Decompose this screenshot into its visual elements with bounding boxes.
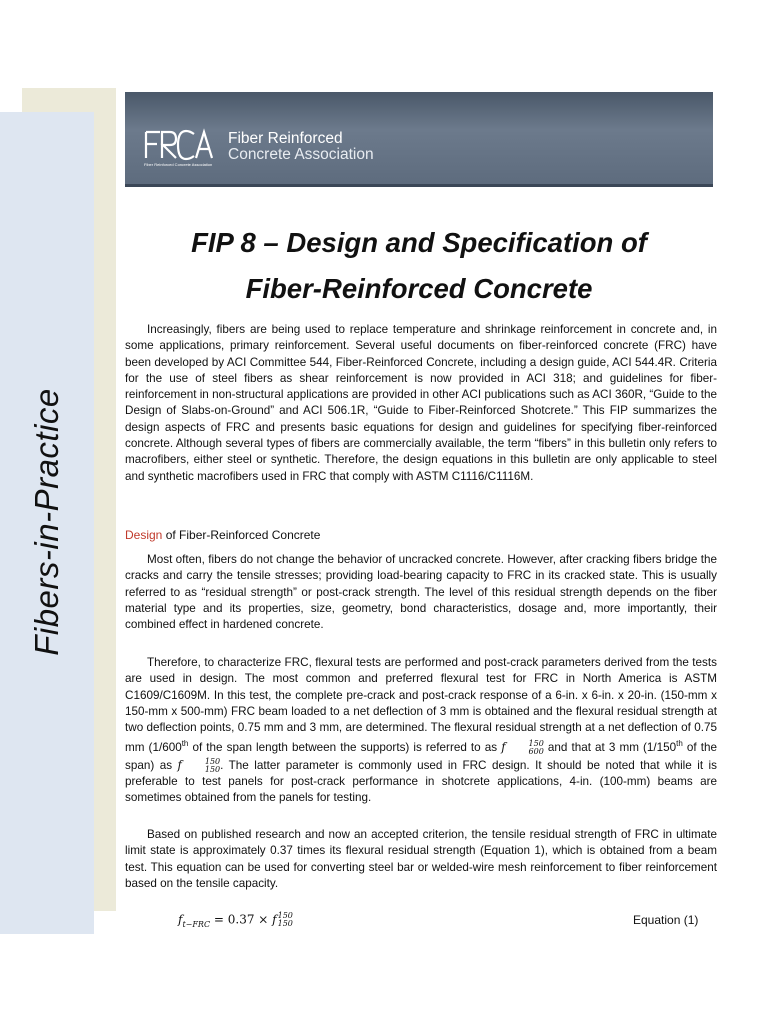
equation-lhs: f bbox=[178, 912, 183, 927]
sidebar-title-wrap bbox=[0, 112, 94, 934]
para2-sup1: th bbox=[181, 739, 189, 749]
testing-paragraph bbox=[125, 655, 717, 807]
symbol-f600-top: 150 bbox=[528, 739, 544, 749]
section-heading-rest: of Fiber-Reinforced Concrete bbox=[162, 528, 321, 542]
equation-rhs: f bbox=[272, 912, 277, 927]
symbol-f150-top: 150 bbox=[204, 756, 221, 766]
para2-c: and that at 3 mm (1/150 bbox=[543, 741, 677, 755]
frca-logo bbox=[142, 128, 216, 168]
section-heading-design: Design bbox=[125, 528, 163, 542]
equation-rhs-top: 150 bbox=[277, 911, 293, 920]
para2-sup2: th bbox=[676, 739, 683, 749]
title-line-2: Fiber-Reinforced Concrete bbox=[245, 273, 593, 304]
para2-e: . The latter parameter is commonly used in FRC design. It should be noted that while it is preferable to test panels for post-crack performance in shotcrete applications, 4-in. (100-mm) beams are sometimes obtained from the panels for testing. bbox=[125, 758, 717, 805]
symbol-f600 bbox=[501, 739, 544, 757]
para3-block bbox=[125, 827, 717, 892]
intro-paragraph-block bbox=[125, 322, 717, 485]
para2-d: of the span) as bbox=[125, 741, 717, 772]
tensile-paragraph: Based on published research and now an accepted criterion, the tensile residual strength of FRC in ultimate limit state is approximately 0.37 times its flexural residual strength (Equation 1), which is obtained from a beam test. This equation can be used for converting steel bar or welded-wire mesh reinforcement to fiber reinforcement based on the tensile capacity. bbox=[125, 828, 717, 890]
symbol-f600-bottom: 600 bbox=[528, 747, 544, 757]
equation-rhs-bottom: 150 bbox=[277, 919, 293, 928]
symbol-f150 bbox=[178, 758, 221, 772]
symbol-f600-f: f bbox=[501, 740, 506, 755]
equation-mid: = 0.37 × bbox=[210, 912, 273, 927]
behavior-paragraph: Most often, fibers do not change the behavior of uncracked concrete. However, after cracking fibers bridge the cracks and carry the tensile stresses; providing load-bearing capacity to FRC in its cracked state. This is usually referred to as “residual strength” or post-crack strength. The level of this residual strength depends on the fiber material type and its properties, size, geometry, bond characteristics, dosage and, more importantly, their combined effect in hardened concrete. bbox=[125, 553, 717, 632]
document-title bbox=[125, 220, 713, 312]
para2-block bbox=[125, 655, 717, 807]
para2-a: Therefore, to characterize FRC, flexural tests are performed and post-crack parameters derived from the tests are used in design. The most common and preferred flexural test for FRC in North America is ASTM C1609/C1609M. In this test, the complete pre-crack and post-crack response of a 6-in. x 6-in. x 20-in. (150-mm x 150-mm x 500-mm) FRC beam loaded to a net deflection of 3 mm is obtained and the flexural residual strength at two deflection points, 0.75 mm and 3 mm, are determined. The flexural residual strength at a net deflection of 0.75 mm (1/600 bbox=[125, 656, 717, 755]
equation-1 bbox=[178, 912, 293, 929]
sidebar-vertical-title: Fibers-in-Practice bbox=[28, 388, 65, 656]
para2-b: of the span length between the supports) is referred to as bbox=[188, 741, 502, 755]
para1-block bbox=[125, 552, 717, 633]
intro-paragraph: Increasingly, fibers are being used to replace temperature and shrinkage reinforcement in concrete and, in some applications, primary reinforcement. Several useful documents on fiber-reinforced concrete (FRC) have been developed by ACI Committee 544, Fiber-Reinforced Concrete, including a design guide, ACI 544.4R. Criteria for the use of steel fibers as shear reinforcement is now provided in ACI 318; and guidelines for fiber-reinforcement in non-structural applications are provided in other ACI publications such as ACI 360R, “Guide to the Design of Slabs-on-Ground” and ACI 506.1R, “Guide to Fiber-Reinforced Shotcrete.” This FIP summarizes the design aspects of FRC and presents basic equations for design and guidelines for specifying fiber-reinforced concrete. Although several types of fibers are commercially available, the term “fibers” in this bulletin only refers to macrofibers, either steel or synthetic. Therefore, the design equations in this bulletin are only applicable to steel and synthetic macrofibers used in FRC that comply with ASTM C1116/C1116M. bbox=[125, 323, 717, 483]
banner-divider bbox=[125, 184, 713, 187]
equation-label: Equation (1) bbox=[633, 913, 699, 927]
equation-lhs-sub: t−FRC bbox=[182, 919, 211, 929]
symbol-f150-bottom: 150 bbox=[204, 764, 221, 774]
section-heading bbox=[125, 528, 320, 542]
org-name bbox=[228, 131, 374, 163]
org-name-line2: Concrete Association bbox=[228, 146, 374, 163]
title-line-1: FIP 8 – Design and Specification of bbox=[191, 227, 647, 258]
org-name-line1: Fiber Reinforced bbox=[228, 130, 343, 147]
logo-tagline: Fiber Reinforced Concrete Association bbox=[144, 162, 213, 167]
symbol-f150-f: f bbox=[177, 757, 182, 772]
